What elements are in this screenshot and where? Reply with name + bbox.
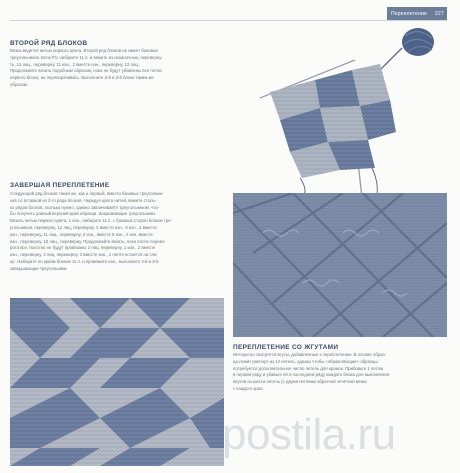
heading-second-row: ВТОРОЙ РЯД БЛОКОВ <box>10 40 88 47</box>
text-line: це. Наберите по краям блоков 11 п. и провяжите изн., выполните 2-й и 3-й <box>10 258 159 264</box>
text-line: Следующий ряд блоков такой же, как и первый, вместо базовых треугольни- <box>10 191 164 196</box>
photo-cable-entrelac-swatch <box>233 193 447 337</box>
text-line: рота все, полотна не будут провязаны 2 лиц. переверну, 1 изн., 2 вместе <box>10 245 156 251</box>
text-line: образом. <box>10 81 29 87</box>
paragraph-entrelac-with-cables <box>233 352 447 393</box>
watermark: postila.ru <box>222 410 396 459</box>
knitting-on-needles-illustration <box>240 20 450 205</box>
entrelac-swatch-illustration <box>10 298 224 466</box>
heading-entrelac-with-cables: ПЕРЕПЛЕТЕНИЕ СО ЖГУТАМИ <box>233 344 339 351</box>
section-header-tab <box>387 7 447 21</box>
cable-swatch-illustration <box>233 193 447 337</box>
text-line: изн., переверну, 2 лиц, переверну, 3 вместе изн., 1 петля остается на спи- <box>10 252 158 258</box>
text-line: в первом ряду и убавьте её в последнем ряду каждого блока для выполнения <box>233 372 390 378</box>
text-line: жгутов из шести петель (с двумя петлями обратной чечёткой вязки <box>233 379 367 385</box>
text-line: Вязка ведётся нитью первого цвета. Второй ряд блоков не имеет боковых <box>10 48 159 53</box>
text-line: первого блока; не переворачивать. Выполните 2-й и 3-й блоки таким же <box>10 75 154 81</box>
text-line: ца лежит раппорт из 12 петель, однако чтобы «обрамляющие» образцы, <box>233 358 379 364</box>
paragraph-second-row <box>10 48 235 89</box>
text-line: ков со вставкой из 2-го ряда блоков. Чередуя цвета нитей, вяжите столь- <box>10 197 157 203</box>
text-line: завершающие треугольники. <box>10 265 68 271</box>
heading-finishing-entrelac: ЗАВЕРШАЯ ПЕРЕПЛЕТЕНИЕ <box>10 182 110 189</box>
text-line: бы получить ровный верхний край образца. Закрывающие треугольники. <box>10 211 157 217</box>
text-line: угольников, переверну, 12 лиц, переверну, 2 вместе изн., 9 изн., 2 вместе <box>10 224 157 230</box>
paragraph-finishing-entrelac <box>10 191 235 273</box>
page-number: 227 <box>435 11 444 17</box>
text-line: ко рядов блоков, сколько нужно, однако заканчивайте треугольником, что- <box>10 204 160 210</box>
text-line: изн., переверну, 10 лиц., переверну. Продолжайте вязать, пока после перево- <box>10 238 166 244</box>
text-line: Интересно смотрятся жгуты, добавленные к переплетению. В основе образ- <box>233 352 386 357</box>
text-line: с каждого края. <box>233 385 264 391</box>
section-header-title: Переплетение <box>391 11 427 17</box>
photo-entrelac-swatch <box>10 298 224 466</box>
text-line: потребуется дополнительное число петель для кромок. Прибавьте 1 петлю <box>233 365 384 371</box>
text-line: Вязать нитью первого цвета, 1 изн., наберите 11 п. с боковых сторон блоков тре- <box>10 218 172 224</box>
text-line: изн., переверну, 11 лиц., переверну, 2 изн., вместе 8 изн., 2 изн. вместе <box>10 231 153 237</box>
text-line: треугольников. Блок Р1: наберите 11 п. и вяжите из изнаночных, переверну- <box>10 54 163 60</box>
photo-knitting-on-needles <box>240 20 450 205</box>
text-line: ть, 12 лиц., переверну, 11 изн., 2 вместе изн., переверну, 12 лиц., <box>10 61 141 67</box>
text-line: Продолжайте вязать подобным образом, пока не будут убавлены все петли <box>10 68 162 74</box>
